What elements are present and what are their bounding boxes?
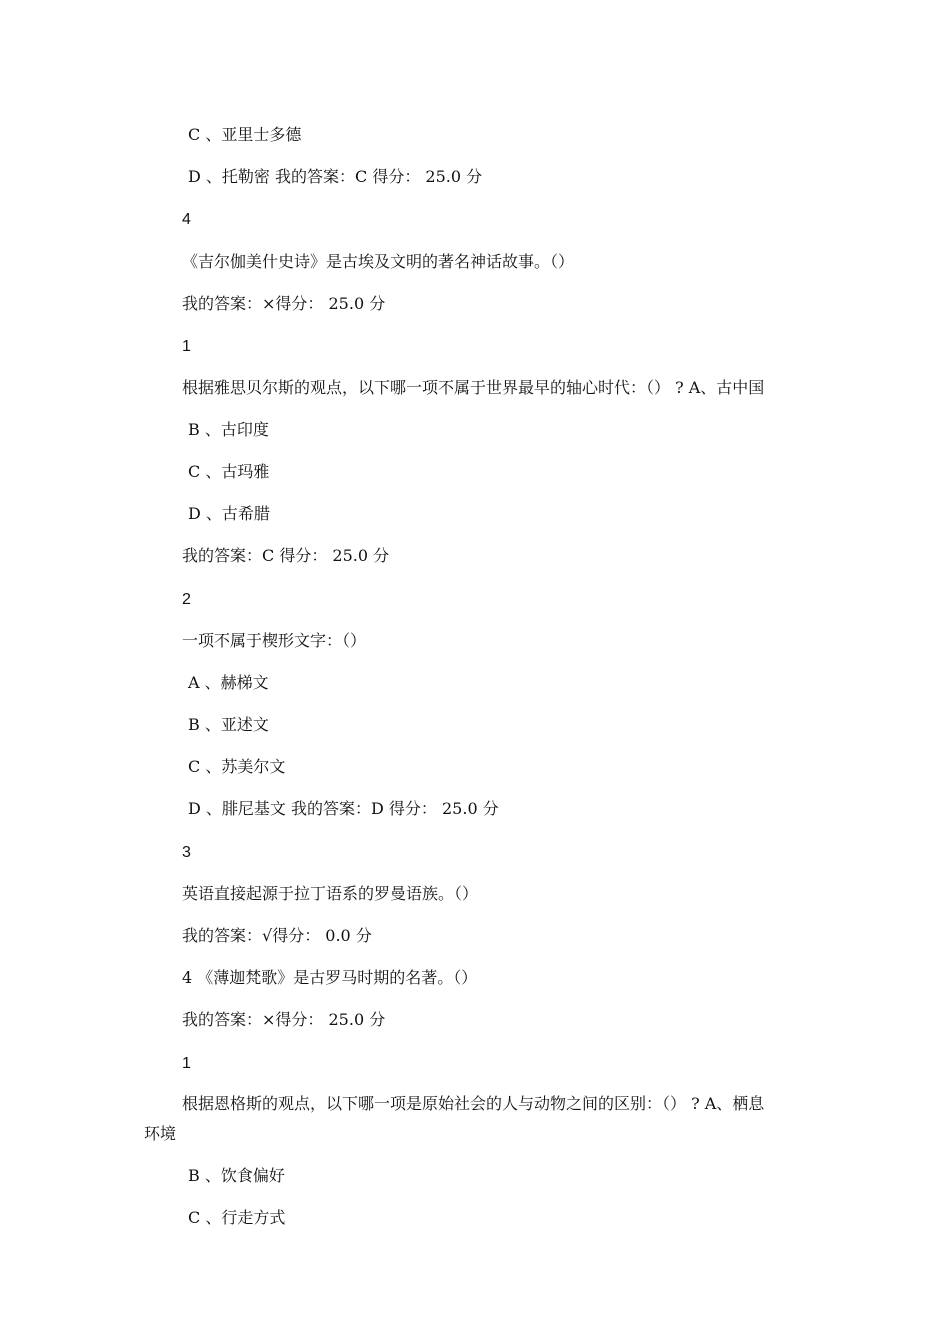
option-c: C 、古玛雅 <box>188 462 270 481</box>
question-number: 1 <box>182 338 191 355</box>
answer-score: 我的答案：×得分： 25.0 分 <box>182 1010 386 1029</box>
option-c: C 、苏美尔文 <box>188 757 286 776</box>
question-number: 1 <box>182 1055 191 1072</box>
answer-score: 我的答案：√得分： 0.0 分 <box>182 926 372 945</box>
question-text: 英语直接起源于拉丁语系的罗曼语族。（） <box>182 884 479 903</box>
answer-score: 我的答案：C 得分： 25.0 分 <box>182 546 390 565</box>
question-text: 一项不属于楔形文字：（） <box>182 631 367 650</box>
question-text: 《吉尔伽美什史诗》是古埃及文明的著名神话故事。（） <box>182 252 575 271</box>
question-text: 4 《薄迦梵歌》是古罗马时期的名著。（） <box>182 968 478 987</box>
question-text-continued: 环境 <box>144 1124 177 1143</box>
option-d: D 、古希腊 <box>188 504 270 523</box>
option-b: B 、亚述文 <box>188 715 269 734</box>
question-text: 根据恩格斯的观点，以下哪一项是原始社会的人与动物之间的区别：（） ? A、栖息 <box>182 1094 765 1113</box>
option-b: B 、古印度 <box>188 420 269 439</box>
option-b: B 、饮食偏好 <box>188 1166 285 1185</box>
option-c-aristotle: C 、亚里士多德 <box>188 125 302 144</box>
question-number: 3 <box>182 844 191 861</box>
option-a: A 、赫梯文 <box>188 673 269 692</box>
answer-score: 我的答案：×得分： 25.0 分 <box>182 294 386 313</box>
question-number: 2 <box>182 591 191 608</box>
option-c: C 、行走方式 <box>188 1208 286 1227</box>
option-d-answer: D 、腓尼基文 我的答案：D 得分： 25.0 分 <box>188 799 499 818</box>
question-number: 4 <box>182 211 191 228</box>
question-text: 根据雅思贝尔斯的观点，以下哪一项不属于世界最早的轴心时代：（） ? A、古中国 <box>182 378 765 397</box>
option-d-ptolemy-answer: D 、托勒密 我的答案：C 得分： 25.0 分 <box>188 167 483 186</box>
